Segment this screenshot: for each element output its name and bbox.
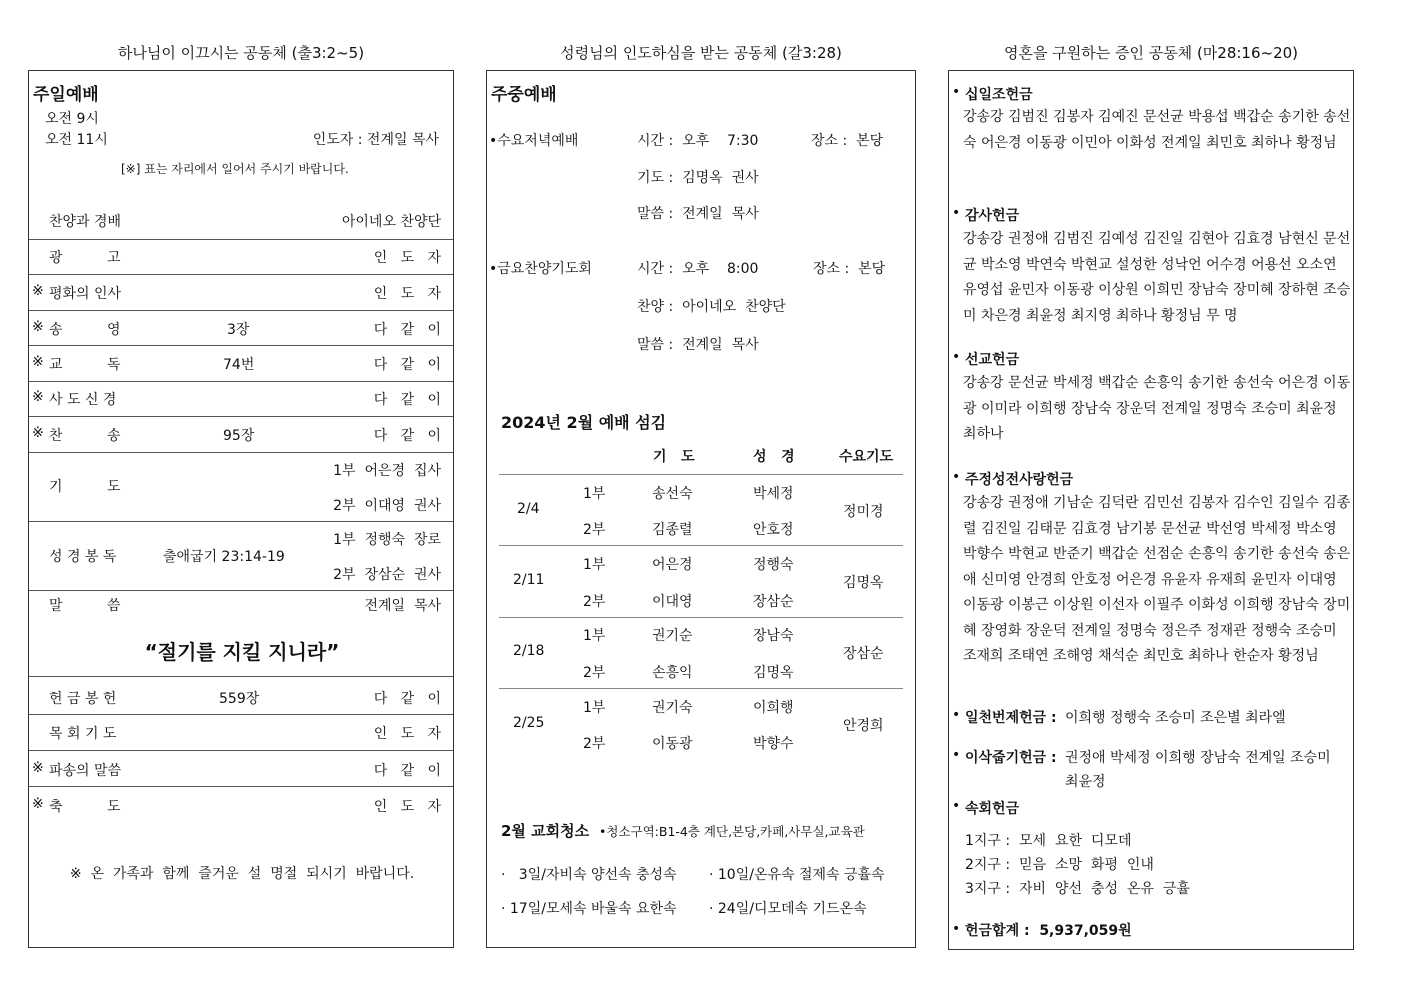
order-right: 다 같 이 — [373, 763, 441, 779]
cleaning-week-4: · 24일/디모데속 기드온속 — [709, 901, 867, 917]
fri-service-praise: 찬양 : 아이네오 찬양단 — [637, 299, 786, 315]
right-column-header: 영혼을 구원하는 증인 공동체 (마28:16~20) — [1003, 44, 1299, 62]
cleaning-week-1: · 3일/자비속 양선속 충성속 — [501, 867, 677, 883]
prayer-leader: 권기순 — [652, 628, 693, 644]
bullet: • — [952, 349, 961, 365]
wednesday-prayer: 장삼순 — [843, 646, 884, 662]
order-right: 인 도 자 — [373, 250, 441, 266]
part-label: 1부 — [583, 557, 606, 573]
schedule-header-scripture: 성 경 — [753, 449, 795, 465]
prayer-part2: 2부 이대영 권사 — [333, 498, 441, 514]
order-mid: 3장 — [227, 322, 250, 338]
part-label: 2부 — [583, 736, 606, 752]
order-label: 광 고 — [49, 250, 121, 266]
bullet: • — [952, 205, 961, 221]
prayer-leader: 김종렬 — [652, 522, 693, 538]
part-label: 2부 — [583, 665, 606, 681]
divider — [29, 274, 453, 275]
first-fruit-title: 일천번제헌금 : — [965, 710, 1057, 726]
prayer-label: 기 도 — [49, 479, 121, 495]
divider — [499, 688, 903, 689]
order-mid: 95장 — [223, 428, 255, 444]
order-label: 목 회 기 도 — [49, 726, 117, 742]
week-date: 2/4 — [517, 501, 540, 517]
service-leader: 인도자 : 전계일 목사 — [312, 132, 439, 148]
divider — [29, 452, 453, 453]
scripture-reader: 이희행 — [753, 700, 794, 716]
order-label: 사 도 신 경 — [49, 392, 117, 408]
service-time-2: 오전 11시 — [45, 132, 108, 148]
wednesday-prayer: 정미경 — [843, 504, 884, 520]
order-right: 인 도 자 — [373, 799, 441, 815]
scripture-reader: 안호정 — [753, 522, 794, 538]
divider — [29, 676, 453, 677]
order-label: 헌 금 봉 헌 — [49, 691, 117, 707]
order-label: 찬양과 경배 — [49, 214, 122, 230]
prayer-leader: 이동광 — [652, 736, 693, 752]
standing-note: [※] 표는 자리에서 일어서 주시기 바랍니다. — [121, 162, 349, 176]
scripture-reader: 김명옥 — [753, 665, 794, 681]
sermon-title: “절기를 지킬 지니라” — [144, 640, 340, 664]
divider — [29, 521, 453, 522]
cleaning-area: •청소구역:B1-4층 계단,본당,카페,사무실,교육관 — [599, 824, 865, 839]
order-mark: ※ — [32, 389, 44, 405]
order-label: 교 독 — [49, 357, 121, 373]
part-label: 2부 — [583, 594, 606, 610]
order-label: 찬 송 — [49, 428, 121, 444]
order-mid: 559장 — [219, 691, 260, 707]
divider — [29, 239, 453, 240]
divider — [29, 416, 453, 417]
middle-column-header: 성령님의 인도하심을 받는 공동체 (갈3:28) — [560, 44, 842, 62]
reading-part2: 2부 장삼순 권사 — [333, 567, 441, 583]
order-label: 송 영 — [49, 322, 121, 338]
part-label: 1부 — [583, 628, 606, 644]
midweek-title: 주중예배 — [491, 85, 557, 105]
midweek-panel — [486, 70, 916, 948]
order-mark: ※ — [32, 319, 44, 335]
divider — [499, 545, 903, 546]
order-mark: ※ — [32, 283, 44, 299]
offerings-panel — [948, 70, 1354, 950]
wed-service-sermon: 말씀 : 전계일 목사 — [637, 206, 759, 222]
order-mark: ※ — [32, 425, 44, 441]
prayer-leader: 권기숙 — [652, 700, 693, 716]
mission-title: 선교헌금 — [965, 352, 1020, 368]
cleaning-title: 2월 교회청소 — [501, 822, 590, 840]
order-mark: ※ — [32, 796, 44, 812]
order-right: 아이네오 찬양단 — [341, 214, 441, 230]
bullet: • — [952, 747, 961, 763]
divider — [29, 381, 453, 382]
divider — [29, 345, 453, 346]
ishak-names-continued: 최윤정 — [1065, 774, 1106, 790]
reading-part1: 1부 정행숙 장로 — [333, 532, 441, 548]
divider — [29, 786, 453, 787]
fri-service-time: 시간 : 오후 8:00 — [637, 261, 759, 277]
bullet: • — [952, 798, 961, 814]
scripture-reader: 박세정 — [753, 486, 794, 502]
order-right: 다 같 이 — [373, 691, 441, 707]
reading-label: 성 경 봉 독 — [49, 549, 117, 565]
divider — [29, 750, 453, 751]
tithe-names: 강송강 김범진 김봉자 김예진 문선균 박용섭 백갑순 송기한 송선숙 어은경 이동광 이민아 이화성 전계일 최민호 최하나 황정님 — [963, 109, 1351, 151]
sermon-preacher: 전계일 목사 — [364, 598, 441, 614]
fri-service-place: 장소 : 본당 — [813, 261, 886, 277]
week-date: 2/11 — [513, 572, 545, 588]
order-mid: 74번 — [223, 357, 255, 373]
schedule-header-wednesday: 수요기도 — [839, 449, 894, 465]
weekly-names: 강송강 권정애 기남순 김덕란 김민선 김봉자 김수인 김일수 김종렬 김진일 김태문 김효경 남기봉 문선균 박선영 박세정 박소영 박향수 박현교 반준기 백갑순 선점순 손흥익 송기한 송선숙 송은애 신미영 안경희 안호정 어은경 유윤자 유재희 윤민자 이대영 이동광 이봉근 이상원 이선자 이필주 이화성 이희행 장남숙 장미혜 장영화 장운덕 전계일 정명숙 정은주 정재관 정행숙 조승미 조재희 조태연 조해영 채석순 최민호 최하나 한순자 황정님 — [963, 495, 1351, 664]
order-label: 축 도 — [49, 799, 121, 815]
divider — [29, 310, 453, 311]
week-date: 2/25 — [513, 715, 545, 731]
offering-total: 헌금합계 : 5,937,059원 — [965, 923, 1132, 939]
scripture-reader: 장삼순 — [753, 594, 794, 610]
divider — [29, 714, 453, 715]
holiday-greeting: ※ 온 가족과 함께 즐거운 설 명절 되시기 바랍니다. — [69, 866, 415, 882]
wednesday-prayer: 안경희 — [843, 718, 884, 734]
scripture-reader: 박향수 — [753, 736, 794, 752]
thanks-names: 강송강 권정애 김범진 김예성 김진일 김현아 김효경 남현신 문선균 박소영 박연숙 박현교 설성한 성낙언 어수경 어용선 오소연 유영섭 윤민자 이동광 이상원 이희민 장남숙 장미혜 장하현 조승미 차은경 최윤정 최지영 최하나 황정님 무 명 — [963, 231, 1351, 324]
fri-service-name: •금요찬양기도회 — [489, 261, 592, 277]
left-column-header: 하나님이 이끄시는 공동체 (출3:2~5) — [117, 44, 365, 62]
prayer-leader: 어은경 — [652, 557, 693, 573]
sunday-worship-panel — [28, 70, 454, 948]
order-mark: ※ — [32, 354, 44, 370]
prayer-leader: 송선숙 — [652, 486, 693, 502]
tithe-title: 십일조헌금 — [965, 87, 1033, 103]
order-right: 다 같 이 — [373, 428, 441, 444]
week-date: 2/18 — [513, 643, 545, 659]
bullet: • — [952, 921, 961, 937]
wed-service-place: 장소 : 본당 — [811, 133, 884, 149]
prayer-leader: 손흥익 — [652, 665, 693, 681]
bullet: • — [952, 469, 961, 485]
cell-district-2: 2지구 : 믿음 소망 화평 인내 — [965, 857, 1154, 873]
order-right: 다 같 이 — [373, 357, 441, 373]
fri-service-sermon: 말씀 : 전계일 목사 — [637, 337, 759, 353]
divider — [499, 474, 903, 475]
thanks-title: 감사헌금 — [965, 208, 1020, 224]
divider — [499, 617, 903, 618]
prayer-leader: 이대영 — [652, 594, 693, 610]
prayer-part1: 1부 어은경 집사 — [333, 463, 441, 479]
cell-district-3: 3지구 : 자비 양선 충성 온유 긍휼 — [965, 881, 1190, 897]
schedule-title: 2024년 2월 예배 섬김 — [501, 413, 667, 432]
part-label: 1부 — [583, 486, 606, 502]
ishak-title: 이삭줍기헌금 : — [965, 750, 1057, 766]
order-right: 다 같 이 — [373, 392, 441, 408]
wed-service-prayer: 기도 : 김명옥 권사 — [637, 170, 759, 186]
wednesday-prayer: 김명옥 — [843, 575, 884, 591]
scripture-reader: 장남숙 — [753, 628, 794, 644]
first-fruit-names: 이희행 정행숙 조승미 조은별 최라엘 — [1065, 710, 1286, 726]
mission-names: 강송강 문선균 박세정 백갑순 손흥익 송기한 송선숙 어은경 이동광 이미라 이희행 장남숙 장운덕 전계일 정명숙 조승미 최윤정 최하나 — [963, 375, 1351, 442]
ishak-names: 권정애 박세정 이희행 장남숙 전계일 조승미 — [1065, 750, 1331, 766]
order-mark: ※ — [32, 760, 44, 776]
order-right: 인 도 자 — [373, 286, 441, 302]
cell-district-1: 1지구 : 모세 요한 디모데 — [965, 833, 1132, 849]
reading-passage: 출애굽기 23:14-19 — [163, 549, 285, 565]
part-label: 1부 — [583, 700, 606, 716]
wed-service-name: •수요저녁예배 — [489, 133, 579, 149]
order-right: 인 도 자 — [373, 726, 441, 742]
bullet: • — [952, 84, 961, 100]
scripture-reader: 정행숙 — [753, 557, 794, 573]
sunday-title: 주일예배 — [33, 85, 99, 105]
order-right: 다 같 이 — [373, 322, 441, 338]
cell-title: 속회헌금 — [965, 801, 1020, 817]
service-time-1: 오전 9시 — [45, 111, 99, 127]
bullet: • — [952, 707, 961, 723]
part-label: 2부 — [583, 522, 606, 538]
weekly-title: 주정성전사랑헌금 — [965, 472, 1074, 488]
order-label: 평화의 인사 — [49, 286, 122, 302]
sermon-label: 말 씀 — [49, 598, 121, 614]
wed-service-time: 시간 : 오후 7:30 — [637, 133, 759, 149]
order-label: 파송의 말씀 — [49, 763, 122, 779]
cleaning-week-3: · 17일/모세속 바울속 요한속 — [501, 901, 677, 917]
schedule-header-prayer: 기 도 — [653, 449, 695, 465]
divider — [29, 590, 453, 591]
cleaning-week-2: · 10일/온유속 절제속 긍휼속 — [709, 867, 885, 883]
